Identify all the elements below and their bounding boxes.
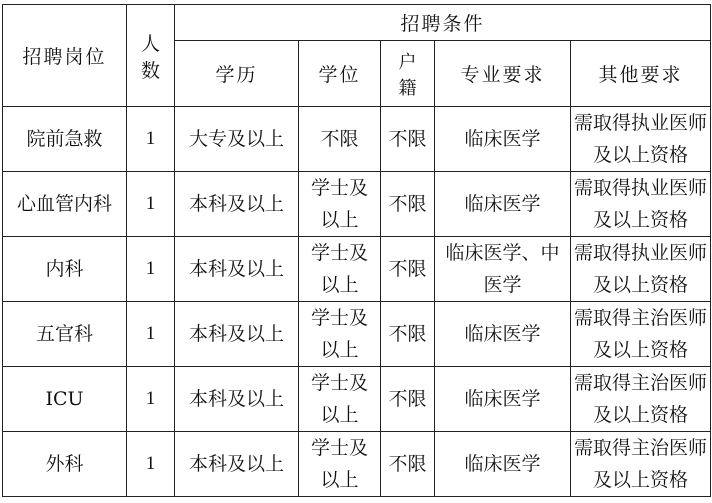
recruitment-table — [2, 4, 711, 497]
cell-position: 外科 — [3, 432, 127, 497]
cell-education: 大专及以上 — [175, 107, 299, 172]
cell-major: 临床医学、中医学 — [435, 237, 571, 302]
header-degree: 学位 — [299, 41, 381, 107]
cell-education: 本科及以上 — [175, 302, 299, 367]
cell-degree: 学士及以上 — [299, 367, 381, 432]
cell-count: 1 — [127, 107, 175, 172]
table-row — [3, 367, 711, 432]
cell-position: 五官科 — [3, 302, 127, 367]
cell-other: 需取得主治医师及以上资格 — [571, 367, 711, 432]
table-row — [3, 172, 711, 237]
cell-other: 需取得执业医师及以上资格 — [571, 237, 711, 302]
cell-hukou: 不限 — [381, 367, 435, 432]
header-conditions: 招聘条件 — [175, 5, 711, 41]
header-row-top — [3, 5, 711, 41]
table-row — [3, 107, 711, 172]
cell-major: 临床医学 — [435, 107, 571, 172]
cell-hukou: 不限 — [381, 172, 435, 237]
table-row — [3, 432, 711, 497]
cell-degree: 学士及以上 — [299, 172, 381, 237]
header-education: 学历 — [175, 41, 299, 107]
header-count: 人数 — [127, 5, 175, 107]
cell-major: 临床医学 — [435, 367, 571, 432]
cell-position: 院前急救 — [3, 107, 127, 172]
cell-position: 内科 — [3, 237, 127, 302]
cell-degree: 学士及以上 — [299, 237, 381, 302]
header-position: 招聘岗位 — [3, 5, 127, 107]
cell-count: 1 — [127, 172, 175, 237]
cell-education: 本科及以上 — [175, 432, 299, 497]
cell-education: 本科及以上 — [175, 172, 299, 237]
cell-position: 心血管内科 — [3, 172, 127, 237]
cell-major: 临床医学 — [435, 432, 571, 497]
cell-hukou: 不限 — [381, 107, 435, 172]
header-hukou: 户籍 — [381, 41, 435, 107]
table-body — [3, 107, 711, 497]
cell-major: 临床医学 — [435, 302, 571, 367]
header-other: 其他要求 — [571, 41, 711, 107]
cell-count: 1 — [127, 367, 175, 432]
cell-count: 1 — [127, 237, 175, 302]
cell-degree: 学士及以上 — [299, 302, 381, 367]
cell-other: 需取得主治医师及以上资格 — [571, 432, 711, 497]
cell-position: ICU — [3, 367, 127, 432]
cell-count: 1 — [127, 302, 175, 367]
cell-hukou: 不限 — [381, 432, 435, 497]
cell-count: 1 — [127, 432, 175, 497]
cell-hukou: 不限 — [381, 237, 435, 302]
cell-education: 本科及以上 — [175, 237, 299, 302]
cell-major: 临床医学 — [435, 172, 571, 237]
cell-hukou: 不限 — [381, 302, 435, 367]
cell-other: 需取得主治医师及以上资格 — [571, 302, 711, 367]
cell-degree: 不限 — [299, 107, 381, 172]
cell-other: 需取得执业医师及以上资格 — [571, 172, 711, 237]
cell-education: 本科及以上 — [175, 367, 299, 432]
cell-degree: 学士及以上 — [299, 432, 381, 497]
table-row — [3, 237, 711, 302]
cell-other: 需取得执业医师及以上资格 — [571, 107, 711, 172]
table-row — [3, 302, 711, 367]
header-major: 专业要求 — [435, 41, 571, 107]
